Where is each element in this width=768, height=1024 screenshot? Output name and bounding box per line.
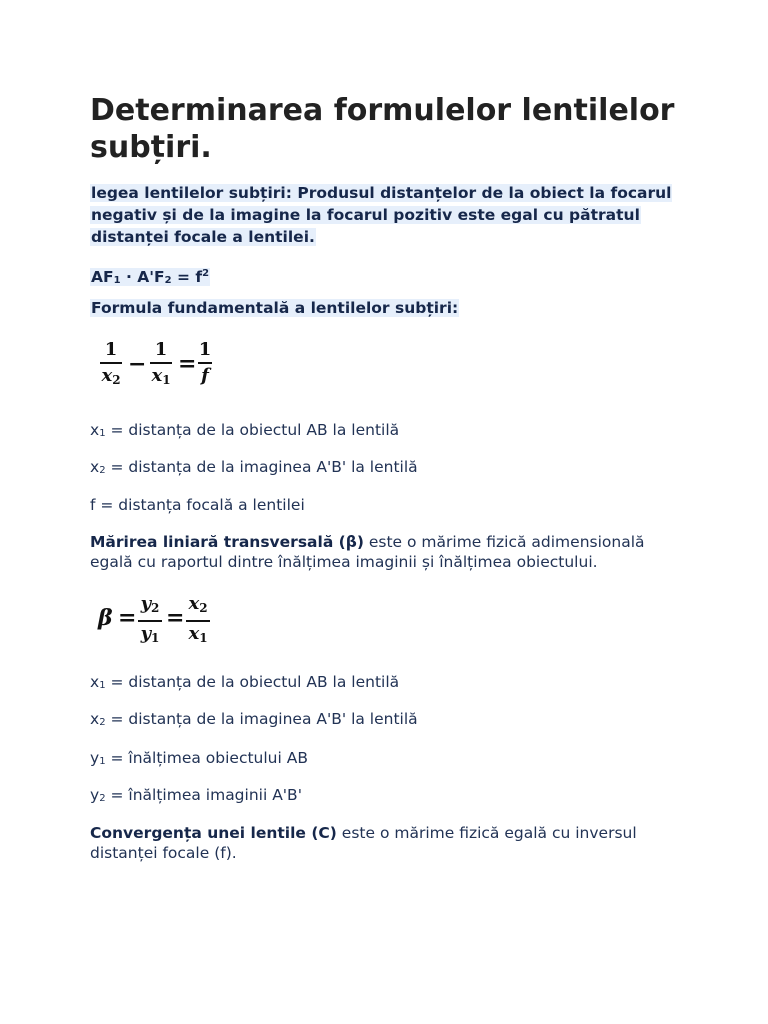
fundamental-formula-heading-paragraph — [90, 297, 690, 319]
minus-sign: − — [128, 351, 147, 377]
definition-f: f = distanța focală a lentilei — [90, 496, 305, 514]
fundamental-formula — [100, 340, 230, 392]
equals-sign-2: = — [166, 605, 185, 631]
lens-law-text: legea lentilelor subțiri: Produsul distanțelor de la obiect la focarul negativ și de la imagine la focarul pozitiv este egal cu pătratul distanței focale a lentilei. — [91, 184, 672, 246]
page-title: Determinarea formulelor lentilelor subțiri. — [90, 93, 675, 165]
fraction-1-over-f: 1 f — [198, 339, 212, 386]
fraction-x2-over-x1: x2 x1 — [186, 594, 210, 648]
lens-law-paragraph — [90, 182, 690, 248]
fraction-y2-over-y1: y2 y1 — [138, 594, 162, 648]
magnification-paragraph: Mărirea liniară transversală (β) este o mărime fizică adimensională egală cu raportul dintre înălțimea imaginii și înălțimea obiectului. — [90, 533, 645, 571]
convergence-term: Convergența unei lentile (C) — [90, 824, 337, 842]
fraction-1-over-x2: 1 x2 — [101, 339, 121, 387]
lens-law-formula-highlight: $AF_1 \cdot A'F_2 = f^2$ — [91, 268, 210, 286]
beta-symbol: β — [98, 605, 113, 631]
definition-x1: $x_1$ = distanța de la obiectul AB la lentilă — [90, 421, 400, 439]
magnification-formula — [98, 594, 228, 648]
equals-sign-1: = — [118, 605, 137, 631]
fraction-1-over-x1: 1 x1 — [151, 339, 171, 387]
convergence-paragraph: Convergența unei lentile (C) este o mărime fizică egală cu inversul distanței focale (f). — [90, 824, 637, 862]
definition-x1-second: $x_1$ = distanța de la obiectul AB la lentilă — [90, 673, 400, 691]
definition-y1: $y_1$ = înălțimea obiectului AB — [90, 749, 308, 767]
definition-x2: $x_2$ = distanța de la imaginea A'B' la lentilă — [90, 458, 418, 476]
lens-law-formula — [90, 263, 690, 292]
definition-x2-second: $x_2$ = distanța de la imaginea A'B' la lentilă — [90, 710, 418, 728]
definition-y2: $y_2$ = înălțimea imaginii A'B' — [90, 786, 302, 804]
equals-sign: = — [178, 351, 197, 377]
magnification-term: Mărirea liniară transversală (β) — [90, 533, 364, 551]
fundamental-formula-heading: Formula fundamentală a lentilelor subțiri: — [91, 299, 459, 317]
